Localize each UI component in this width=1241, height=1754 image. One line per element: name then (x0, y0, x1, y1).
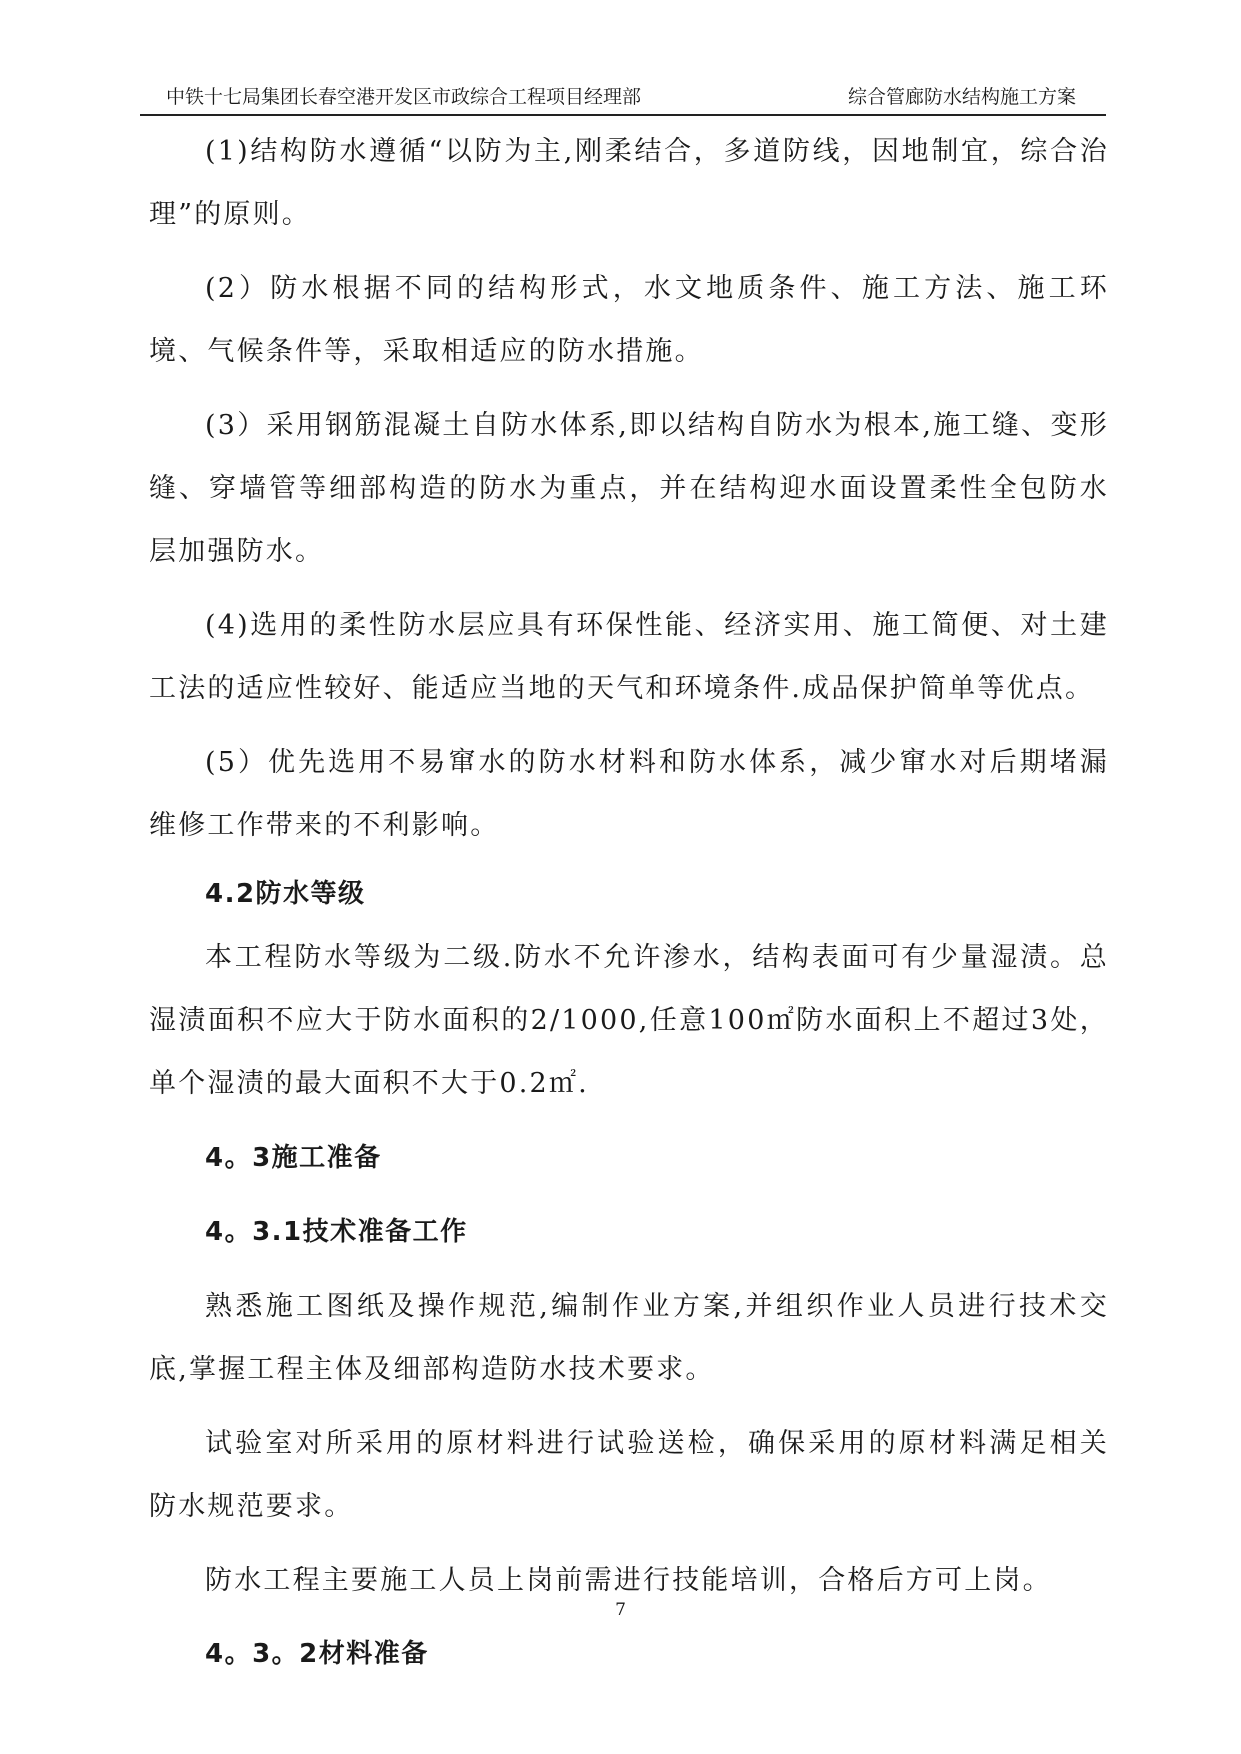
paragraph-principle-1: (1)结构防水遵循“以防为主,刚柔结合，多道防线，因地制宜，综合治理”的原则。 (149, 136, 1109, 230)
paragraph-lab-testing: 试验室对所采用的原材料进行试验送检，确保采用的原材料满足相关防水规范要求。 (149, 1428, 1109, 1522)
paragraph-principle-4: (4)选用的柔性防水层应具有环保性能、经济实用、施工简便、对土建工法的适应性较好、能适应当地的天气和环境条件.成品保护简单等优点。 (149, 610, 1109, 704)
paragraph-waterproof-grade: 本工程防水等级为二级.防水不允许渗水，结构表面可有少量湿渍。总湿渍面积不应大于防水面积的2/1000,任意100㎡防水面积上不超过3处，单个湿渍的最大面积不大于0.2㎡. (149, 942, 1109, 1099)
heading-material-preparation: 4。3。2材料准备 (205, 1639, 429, 1669)
header-organization: 中铁十七局集团长春空港开发区市政综合工程项目经理部 (166, 86, 642, 108)
header-document-title: 综合管廊防水结构施工方案 (847, 86, 1076, 108)
paragraph-training: 防水工程主要施工人员上岗前需进行技能培训，合格后方可上岗。 (205, 1565, 1052, 1596)
paragraph-principle-5: (5）优先选用不易窜水的防水材料和防水体系，减少窜水对后期堵漏维修工作带来的不利影响。 (149, 747, 1109, 841)
heading-construction-preparation: 4。3施工准备 (205, 1143, 382, 1173)
page-header (140, 80, 1106, 116)
paragraph-principle-2: (2）防水根据不同的结构形式，水文地质条件、施工方法、施工环境、气候条件等，采取相适应的防水措施。 (149, 273, 1109, 367)
paragraph-principle-3: (3）采用钢筋混凝土自防水体系,即以结构自防水为根本,施工缝、变形缝、穿墙管等细部构造的防水为重点，并在结构迎水面设置柔性全包防水层加强防水。 (149, 410, 1109, 567)
heading-technical-preparation: 4。3.1技术准备工作 (205, 1217, 468, 1247)
page-number: 7 (615, 1600, 626, 1620)
paragraph-technical-prep: 熟悉施工图纸及操作规范,编制作业方案,并组织作业人员进行技术交底,掌握工程主体及细部构造防水技术要求。 (149, 1291, 1109, 1385)
page-body (149, 120, 1109, 1686)
heading-waterproof-grade: 4.2防水等级 (205, 879, 366, 909)
